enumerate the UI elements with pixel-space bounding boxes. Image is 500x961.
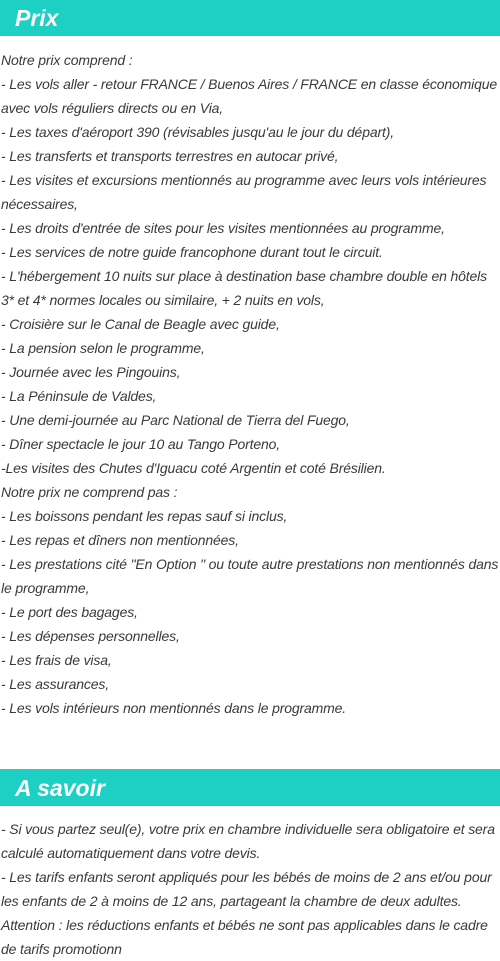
section-title-a-savoir: A savoir [15,775,105,801]
prix-line: - Journée avec les Pingouins, [1,364,181,380]
prix-line: - Les services de notre guide francophone durant tout le circuit. [1,244,383,260]
a-savoir-line: - Les tarifs enfants seront appliqués pour les bébés de moins de 2 ans et/ou pour les enfants de 2 à moins de 12 ans, partageant la chambre de deux adultes. [1,869,492,909]
section-title-prix: Prix [15,5,59,31]
section-header-a-savoir [0,769,500,806]
prix-line: - Le port des bagages, [1,604,138,620]
prix-line: - Les frais de visa, [1,652,112,668]
prix-line: - Les transferts et transports terrestres en autocar privé, [1,148,339,164]
prix-line: -Les visites des Chutes d'Iguacu coté Argentin et coté Brésilien. [1,460,386,476]
prix-line: - Les vols intérieurs non mentionnés dans le programme. [1,700,347,716]
prix-line: - Les taxes d'aéroport 390 (révisables jusqu'au le jour du départ), [1,124,394,140]
prix-line: - Croisière sur le Canal de Beagle avec guide, [1,316,280,332]
prix-line: Notre prix comprend : [1,52,133,68]
prix-line: - Les repas et dîners non mentionnées, [1,532,239,548]
prix-line: - Les dépenses personnelles, [1,628,180,644]
prix-line: - Dîner spectacle le jour 10 au Tango Porteno, [1,436,280,452]
prix-line: - Les boissons pendant les repas sauf si inclus, [1,508,288,524]
prix-line: Notre prix ne comprend pas : [1,484,178,500]
a-savoir-line: Attention : les réductions enfants et bébés ne sont pas applicables dans le cadre de tarifs promotionn [1,917,488,957]
section-header-prix [0,0,500,36]
prix-line: - Les vols aller - retour FRANCE / Buenos Aires / FRANCE en classe économique avec vols réguliers directs ou en Via, [1,76,498,116]
a-savoir-line: - Si vous partez seul(e), votre prix en chambre individuelle sera obligatoire et sera calculé automatiquement dans votre devis. [1,821,495,861]
prix-line: - La pension selon le programme, [1,340,205,356]
prix-line: - Les droits d'entrée de sites pour les visites mentionnées au programme, [1,220,445,236]
prix-line: - L'hébergement 10 nuits sur place à destination base chambre double en hôtels 3* et 4* normes locales ou similaire, + 2 nuits en vols, [1,268,487,308]
prix-line: - Les assurances, [1,676,109,692]
prix-line: - Les prestations cité "En Option " ou toute autre prestations non mentionnés dans le programme, [1,556,499,596]
prix-line: - Une demi-journée au Parc National de Tierra del Fuego, [1,412,350,428]
prix-line: - La Péninsule de Valdes, [1,388,157,404]
prix-content-list [1,48,499,720]
prix-line: - Les visites et excursions mentionnés au programme avec leurs vols intérieures nécessaires, [1,172,487,212]
a-savoir-content-list [1,817,499,961]
